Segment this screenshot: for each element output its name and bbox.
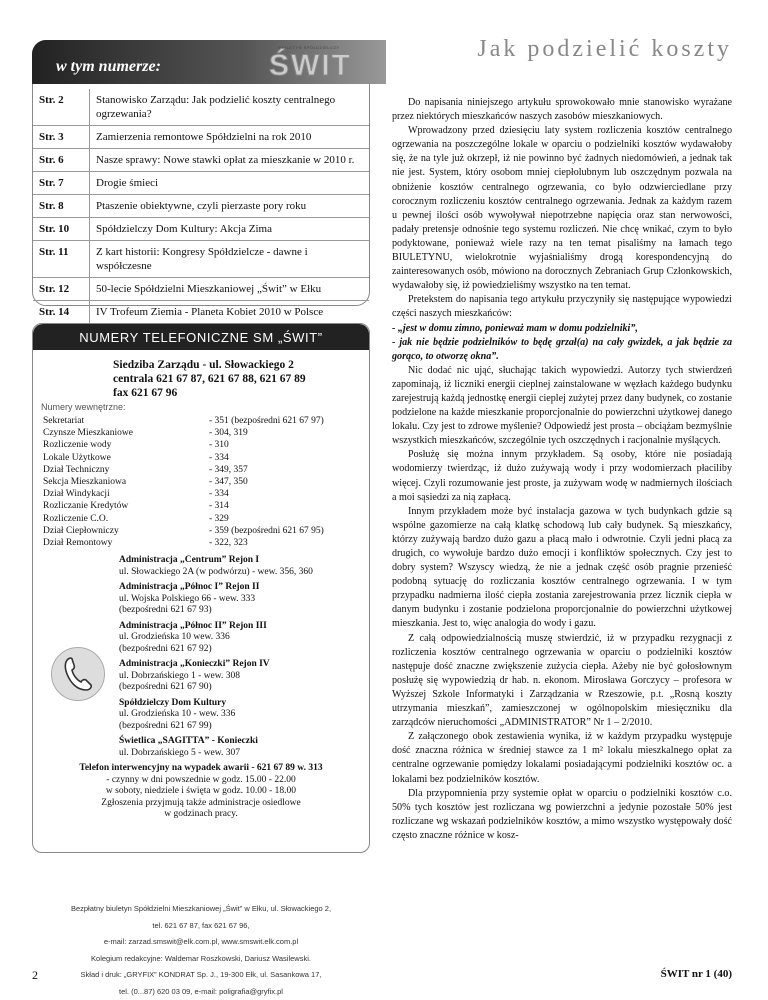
admin-line: ul. Dobrzańskiego 1 - wew. 308 xyxy=(119,671,369,683)
toc-page: Str. 7 xyxy=(33,172,90,195)
toc-title: Ptaszenie obiektywne, czyli pierzaste pory roku xyxy=(90,195,370,218)
hq-address: Siedziba Zarządu - ul. Słowackiego 2 xyxy=(113,358,369,372)
colophon-line: e-mail: zarzad.smswit@elk.com.pl, www.smswit.elk.com.pl xyxy=(32,934,370,951)
colophon xyxy=(32,901,370,1000)
department-row xyxy=(43,537,369,549)
department-number: - 314 xyxy=(209,500,229,512)
admin-block xyxy=(119,621,369,656)
emergency-line: - czynny w dni powszednie w godz. 15.00 - 22.00 xyxy=(33,775,369,787)
admin-block xyxy=(119,698,369,733)
administration-offices xyxy=(33,555,369,759)
admin-title: Administracja „Centrum” Rejon I xyxy=(119,555,369,567)
emergency-line: w soboty, niedziele i święta w godz. 10.00 - 18.00 xyxy=(33,786,369,798)
admin-block xyxy=(119,659,369,694)
admin-block xyxy=(119,736,369,759)
toc-row xyxy=(33,301,369,324)
department-row xyxy=(43,513,369,525)
toc-title: Nasze sprawy: Nowe stawki opłat za mieszkanie w 2010 r. xyxy=(90,149,370,172)
department-number: - 334 xyxy=(209,452,229,464)
emergency-line: Zgłoszenia przyjmują także administracje osiedlowe xyxy=(33,798,369,810)
phone-icon xyxy=(51,647,105,701)
logo-wordmark: ŚWIT xyxy=(269,50,349,82)
department-number: - 359 (bezpośredni 621 67 95) xyxy=(209,525,324,537)
admin-line: ul. Wojska Polskiego 66 - wew. 333 xyxy=(119,594,369,606)
department-number: - 347, 350 xyxy=(209,476,248,488)
admin-title: Świetlica „SAGITTA” - Konieczki xyxy=(119,736,369,748)
department-number: - 304, 319 xyxy=(209,427,248,439)
toc-row xyxy=(33,149,369,172)
phone-directory-title: NUMERY TELEFONICZNE SM „ŚWIT” xyxy=(33,324,369,350)
article xyxy=(392,36,732,843)
department-name: Sekretariat xyxy=(43,415,209,427)
hq-fax: fax 621 67 96 xyxy=(113,386,369,400)
department-number: - 329 xyxy=(209,513,229,525)
toc-title: 50-lecie Spółdzielni Mieszkaniowej „Świt” w Ełku xyxy=(90,278,370,301)
toc-title: IV Trofeum Ziemia - Planeta Kobiet 2010 w Polsce xyxy=(90,301,370,324)
department-row xyxy=(43,415,369,427)
department-row xyxy=(43,488,369,500)
admin-line: (bezpośredni 621 67 99) xyxy=(119,721,369,733)
toc-page: Str. 12 xyxy=(33,278,90,301)
toc-title: Stanowisko Zarządu: Jak podzielić koszty centralnego ogrzewania? xyxy=(90,89,370,126)
toc-heading: w tym numerze: xyxy=(56,58,161,75)
admin-title: Administracja „Północ II” Rejon III xyxy=(119,621,369,633)
department-name: Rozliczenie wody xyxy=(43,439,209,451)
toc-page: Str. 2 xyxy=(33,89,90,126)
toc-page: Str. 8 xyxy=(33,195,90,218)
table-of-contents xyxy=(32,40,370,306)
colophon-line: Kolegium redakcyjne: Waldemar Roszkowski, Dariusz Wasilewski. xyxy=(32,951,370,968)
toc-page: Str. 10 xyxy=(33,218,90,241)
toc-title: Drogie śmieci xyxy=(90,172,370,195)
toc-title: Z kart historii: Kongresy Spółdzielcze - dawne i współczesne xyxy=(90,241,370,278)
admin-title: Spółdzielczy Dom Kultury xyxy=(119,698,369,710)
colophon-line: tel. 621 67 87, fax 621 67 96, xyxy=(32,918,370,935)
admin-block xyxy=(119,582,369,617)
department-name: Lokale Użytkowe xyxy=(43,452,209,464)
department-number: - 334 xyxy=(209,488,229,500)
colophon-line: Bezpłatny biuletyn Spółdzielni Mieszkaniowej „Świt” w Ełku, ul. Słowackiego 2, xyxy=(32,901,370,918)
running-footer: ŚWIT nr 1 (40) xyxy=(661,968,732,980)
department-number: - 322, 323 xyxy=(209,537,248,549)
department-name: Dział Techniczny xyxy=(43,464,209,476)
admin-line: ul. Słowackiego 2A (w podwórzu) - wew. 356, 360 xyxy=(119,567,369,579)
quote: - „jest w domu zimno, ponieważ mam w domu podzielniki”, xyxy=(392,322,732,336)
admin-title: Administracja „Północ I” Rejon II xyxy=(119,582,369,594)
toc-row xyxy=(33,195,369,218)
department-name: Czynsze Mieszkaniowe xyxy=(43,427,209,439)
emergency-line: w godzinach pracy. xyxy=(33,809,369,821)
toc-title: Spółdzielczy Dom Kultury: Akcja Zima xyxy=(90,218,370,241)
department-row xyxy=(43,439,369,451)
department-row xyxy=(43,464,369,476)
hq-switchboard: centrala 621 67 87, 621 67 88, 621 67 89 xyxy=(113,372,369,386)
toc-row xyxy=(33,172,369,195)
department-name: Sekcja Mieszkaniowa xyxy=(43,476,209,488)
department-number: - 351 (bezpośredni 621 67 97) xyxy=(209,415,324,427)
department-row xyxy=(43,427,369,439)
toc-page: Str. 6 xyxy=(33,149,90,172)
toc-page: Str. 14 xyxy=(33,301,90,324)
colophon-line: Skład i druk: „GRYFIX” KONDRAT Sp. J., 19-300 Ełk, ul. Sasankowa 17, xyxy=(32,967,370,984)
department-row xyxy=(43,452,369,464)
paragraph: Nic dodać nic ująć, słuchając takich wypowiedzi. Autorzy tych stwierdzeń zapominają, iż liczniki energii cieplnej zainstalowane w węzłach każdego budynku zarejestrują każdą jednostkę energii cieplej zużytej przez dany budynek, co zostanie podzielone na każde mieszkanie proporcjonalnie do powierzchni użytkowej danego lokalu. Czy jest to zdrowe myślenie? Odpowiedź jest prosta – obciążam bezmyślnie wszystkich mieszkańców, szczególnie tych oszczędnych i racjonalnie myślących. xyxy=(392,364,732,449)
paragraph: Dla przypomnienia przy systemie opłat w oparciu o podzielniki kosztów c.o. 50% tych kosztów jest rozliczana wg powierzchni a jedynie pozostałe 50% jest rozliczane wg wskazań podzielników kosztów, a mimo wszystko występowały dość często znaczne różnice w kosz- xyxy=(392,787,732,843)
left-column xyxy=(32,40,370,1000)
toc-title: Zamierzenia remontowe Spółdzielni na rok 2010 xyxy=(90,126,370,149)
article-body xyxy=(392,96,732,843)
swit-logo xyxy=(269,45,349,87)
admin-line: (bezpośredni 621 67 90) xyxy=(119,682,369,694)
emergency-info xyxy=(33,763,369,821)
department-name: Dział Ciepłowniczy xyxy=(43,525,209,537)
department-list xyxy=(43,415,369,549)
logo-subtitle: BIULETYN SPÓŁDZIELCZY xyxy=(269,45,349,50)
department-number: - 349, 357 xyxy=(209,464,248,476)
admin-line: (bezpośredni 621 67 92) xyxy=(119,644,369,656)
admin-line: (bezpośredni 621 67 93) xyxy=(119,605,369,617)
paragraph: Do napisania niniejszego artykułu sprowokowało mnie stanowisko wyrażane przez niektórych mieszkańców naszych zasobów mieszkaniowych. xyxy=(392,96,732,124)
paragraph: Z załączonego obok zestawienia wynika, iż w każdym przypadku występuje dość znaczna różnica w średniej stawce za 1 m² lokalu mieszkalnego opłat za centralne ogrzewanie pomiędzy lokalami posiadającymi podzielniki kosztów oc. a lokalami bez podzielników kosztów. xyxy=(392,730,732,786)
department-row xyxy=(43,500,369,512)
headquarters-info xyxy=(113,358,369,400)
inner-numbers-label: Numery wewnętrzne: xyxy=(41,402,369,412)
admin-line: ul. Dobrzańskiego 5 - wew. 307 xyxy=(119,748,369,760)
toc-row xyxy=(33,278,369,301)
toc-row xyxy=(33,126,369,149)
emergency-title: Telefon interwencyjny na wypadek awarii - 621 67 89 w. 313 xyxy=(33,763,369,775)
department-name: Dział Remontowy xyxy=(43,537,209,549)
toc-page: Str. 11 xyxy=(33,241,90,278)
admin-blocks xyxy=(119,555,369,759)
department-row xyxy=(43,476,369,488)
toc-row xyxy=(33,218,369,241)
article-title: Jak podzielić koszty xyxy=(392,36,732,62)
toc-table xyxy=(33,89,369,323)
phone-directory xyxy=(32,323,370,853)
paragraph: Posłużę się można innym przykładem. Są osoby, które nie posiadają wodomierzy twierdząc, iż dużo zużywają wody i przy wodomierzach płaciliby więcej. Czyli rozumowanie jest proste, ja zużywam wodę w nadmiernych ilościach a moi sąsiedzi za nią zapłacą. xyxy=(392,448,732,504)
paragraph: Wprowadzony przed dziesięciu laty system rozliczenia kosztów centralnego ogrzewania na poszczególne lokale w oparciu o podzielniki kosztów wydawałoby się, że na tyle już okrzepł, iż nie powinno być żadnych niedomówień, a jednak tak nie jest. System, który osobom mniej ciepłolubnym lub oszczędnym pozwala na obniżenie kosztów centralnego ogrzewania, co było odzwierciedlane przy corocznym rozliczeniu kosztów centralnego ogrzewania. Jednak za każdym razem u pewnej ilości osób wywoływał niepotrzebne napięcia oraz stan nerwowości, padały pretensje odnośnie tego systemu rozliczeń. Nie chcę wnikać, czym to było podyktowane, ponieważ wiele razy na ten temat pisaliśmy na łamach tego BIULETYNU, wielokrotnie wyjaśnialiśmy drogą korespondencyjną do zainteresowanych osób, mówiono na dorocznych Zebraniach Grup Członkowskich, wydawałoby się, iż powiedzieliśmy wszystko na ten temat. xyxy=(392,124,732,293)
toc-row xyxy=(33,89,369,126)
department-name: Rozliczenie C.O. xyxy=(43,513,209,525)
department-number: - 310 xyxy=(209,439,229,451)
admin-block xyxy=(119,555,369,578)
paragraph: Pretekstem do napisania tego artykułu przyczyniły się następujące wypowiedzi części naszych mieszkańców: xyxy=(392,293,732,321)
department-row xyxy=(43,525,369,537)
admin-line: ul. Grodzieńska 10 wew. 336 xyxy=(119,632,369,644)
toc-page: Str. 3 xyxy=(33,126,90,149)
department-name: Rozliczanie Kredytów xyxy=(43,500,209,512)
colophon-line: tel. (0...87) 620 03 09, e-mail: poligrafia@gryfix.pl xyxy=(32,984,370,1000)
paragraph: Z całą odpowiedzialnością muszę stwierdzić, iż w przypadku rezygnacji z rozliczenia kosztów centralnego ogrzewania w oparciu o podzielniki kosztów następuje dość znaczne zwiększenie zużycia ciepła. Ażeby nie być gołosłownym posłużę się wypowiedzią dr hab. n. ekonom. Mirosława Gorczycy – profesora w Wyższej Szkole Informatyki i Zarządzania w Rzeszowie, p.t. „Rosną koszty utrzymania mieszkań”, zamieszczonej w ogólnopolskim miesięczniku dla zarządców nieruchomości „ADMINISTRATOR” Nr 1 – 2/2010. xyxy=(392,632,732,731)
admin-line: ul. Grodzieńska 10 - wew. 336 xyxy=(119,709,369,721)
admin-title: Administracja „Konieczki” Rejon IV xyxy=(119,659,369,671)
paragraph: Innym przykładem może być instalacja gazowa w tych budynkach gdzie są wspólne gazomierze na całą klatkę schodową lub cały budynek. Są mieszkańcy, którzy zużywają bardzo dużo gazu a płacą mało i odwrotnie. Czyli jedni płacą za drugich, co wywołuje bardzo dużo emocji i konfliktów społecznych. Czy jest to dobry system? Wszyscy wiedzą, że nie a jednak część osób pragnie przenieść podobną sytuację do rozliczania kosztów centralnego ogrzewania. I w tym przypadku nadmierna ilość ciepła zostania zarejestrowania przez licznik ciepła w danym budynku i zostanie podzielona proporcjonalnie do powierzchni użytkowej mieszkania. Jest to, więc analogia do wody i gazu. xyxy=(392,505,732,632)
page-number: 2 xyxy=(32,968,38,983)
toc-row xyxy=(33,241,369,278)
department-name: Dział Windykacji xyxy=(43,488,209,500)
quote: - jak nie będzie podzielników to będę grzał(a) na cały gwizdek, a jak będzie za gorąco, to otworzę okna”. xyxy=(392,336,732,364)
